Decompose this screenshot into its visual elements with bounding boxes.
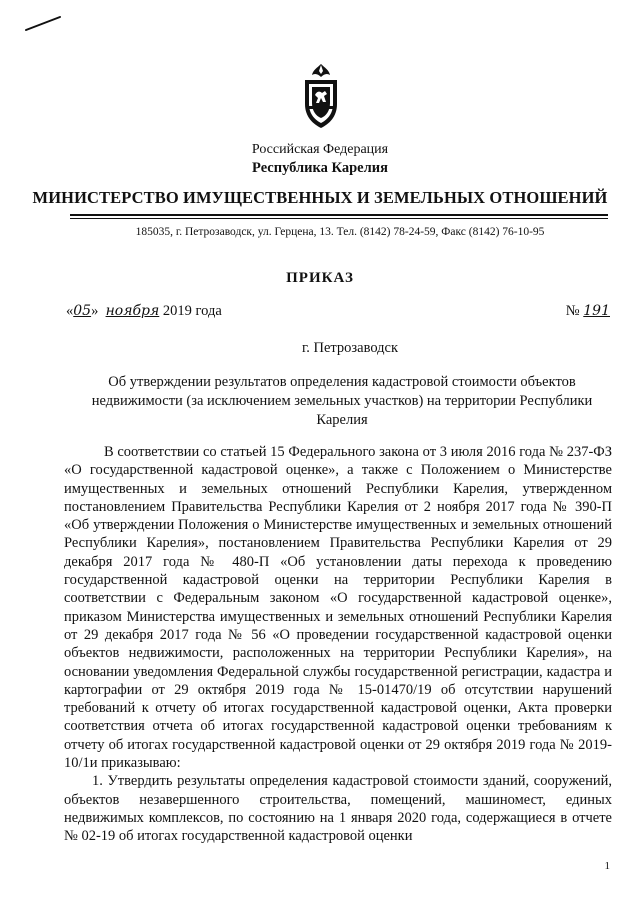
order-date — [66, 303, 222, 320]
page-number: 1 — [604, 860, 610, 872]
date-quote-close: » — [91, 303, 99, 319]
date-month: ноября — [105, 303, 160, 319]
order-heading: ПРИКАЗ — [286, 270, 354, 286]
ministry-address: 185035, г. Петрозаводск, ул. Герцена, 13. Тел. (8142) 78-24-59, Факс (8142) 76-10-95 — [135, 226, 545, 238]
ministry-name: МИНИСТЕРСТВО ИМУЩЕСТВЕННЫХ И ЗЕМЕЛЬНЫХ ОТНОШЕНИЙ — [32, 188, 608, 207]
number-prefix: № — [565, 303, 580, 319]
order-number — [566, 303, 610, 320]
document-title: Об утверждении результатов определения кадастровой стоимости объектов недвижимости (за исключением земельных участков) на территории Республики Карелия — [91, 374, 593, 428]
header-rule-thin — [70, 218, 608, 219]
date-day: 05 — [73, 303, 92, 319]
handwritten-mark — [24, 14, 64, 34]
republic-line: Республика Карелия — [252, 160, 388, 176]
header-rule — [70, 214, 608, 216]
date-year: 2019 года — [162, 303, 222, 319]
coat-of-arms-emblem — [300, 62, 342, 130]
date-quote-open: « — [66, 303, 74, 319]
preamble-paragraph: В соответствии со статьей 15 Федерального закона от 3 июля 2016 года № 237-ФЗ «О государственной кадастровой оценке», а также с Положением о Министерстве имущественных и земельных отношений Республики Карелия, утвержденном постановлением Правительства Республики Карелия от 2 ноября 2017 года № 390-П «Об утверждении Положения о Министерстве имущественных и земельных отношений Республики Карелия», постановлением Правительства Республики Карелия от 29 декабря 2017 года № 480-П «Об установлении даты перехода к проведению государственной кадастровой оценки на территории Республики Карелия в соответствии с Федеральным законом «О государственной кадастровой оценке», приказом Министерства имущественных и земельных отношений Республики Карелия от 29 декабря 2017 года № 56 «О проведении государственной кадастровой оценки объектов недвижимости, расположенных на территории Республики Карелия», на основании уведомления Федеральной службы государственной регистрации, кадастра и картографии от 29 октября 2019 года № 15-01470/19 об отсутствии нарушений требований к отчету об итогах государственной кадастровой оценки, Акта проверки соответствия отчета об итогах государственной кадастровой оценки требованиям к отчету об итогах государственной кадастровой оценки от 29 октября 2019 года № 2019-10/1и приказываю: — [64, 444, 612, 772]
order-item-1: 1. Утвердить результаты определения кадастровой стоимости зданий, сооружений, объектов незавершенного строительства, помещений, машиномест, единых недвижимых комплексов, по состоянию на 1 января 2020 года, содержащиеся в отчете № 02-19 об итогах государственной кадастровой оценки — [64, 773, 612, 845]
order-city: г. Петрозаводск — [301, 340, 399, 356]
federation-line: Российская Федерация — [251, 142, 389, 157]
number-value: 191 — [583, 303, 610, 319]
document-body — [64, 443, 612, 846]
